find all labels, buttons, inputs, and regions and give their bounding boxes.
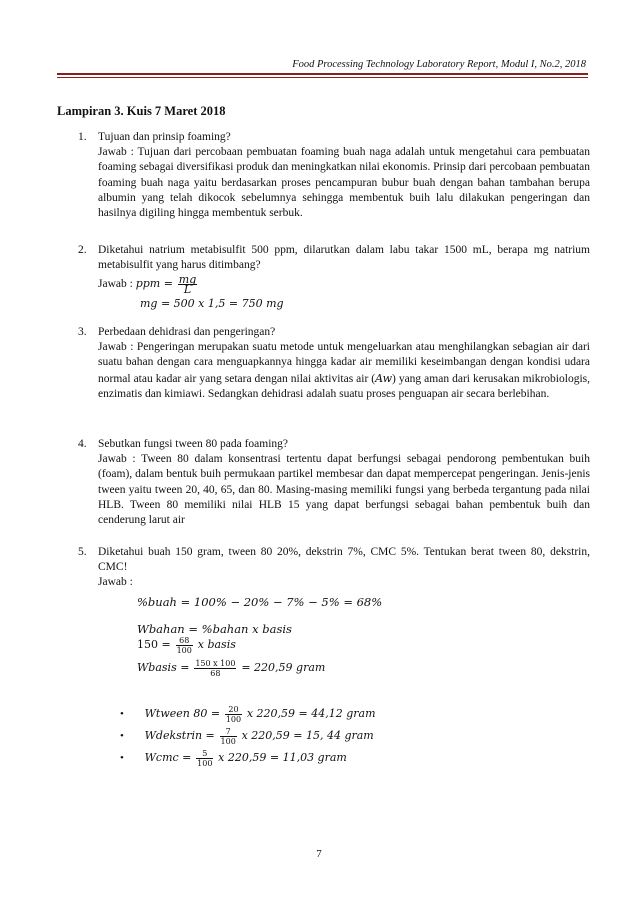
equation-lhs: Wdekstrin = (144, 729, 215, 743)
page-number: 7 (316, 848, 322, 860)
equation-wbahan: Wbahan = %bahan x basis (137, 622, 292, 636)
equation-lhs: ppm = (135, 277, 173, 291)
answer-label: Jawab : (98, 576, 133, 589)
equation-150 (137, 636, 236, 655)
question-number: 2. (78, 244, 87, 256)
equation-rhs: x 220,59 = 11,03 gram (218, 751, 347, 765)
aw-symbol: Aw (375, 371, 392, 385)
question-text: Sebutkan fungsi tween 80 pada foaming? (98, 438, 289, 450)
answer-label: Jawab : (98, 278, 133, 291)
fraction (194, 659, 236, 678)
question-3 (78, 325, 590, 402)
equation-rhs: x 220,59 = 15, 44 gram (241, 729, 374, 743)
numerator: 20 (225, 705, 242, 715)
answer-text: Jawab : Tween 80 dalam konsentrasi tertentu dapat berfungsi sebagai pendorong pembentukan buih (foam), dalam bentuk buih permukaan partikel membesar dan dapat mempercepat pengeringan. Jenis-jenis tween yaitu tween 20, 40, 65, dan 80. Masing-masing memiliki fungsi yang berbeda tergantung pada nilai HLB. Tween 80 memiliki nilai HLB 15 yang dapat berfungsi sebagai bahan pembentuk buih dan cenderung larut air (98, 453, 590, 527)
bullet-item-tween (120, 705, 376, 724)
equation-buah: %buah = 100% − 20% − 7% − 5% = 68% (137, 595, 383, 609)
header-rule-thick (57, 73, 588, 75)
equation-lhs: Wbasis = (137, 661, 190, 675)
denominator: 68 (210, 669, 221, 678)
denominator: 100 (225, 715, 242, 724)
fraction (225, 705, 242, 724)
question-2 (78, 243, 590, 312)
fraction (196, 749, 213, 768)
bullet-icon: • (120, 708, 124, 721)
bullet-item-cmc (120, 749, 347, 768)
question-number: 1. (78, 131, 87, 143)
numerator: 68 (176, 636, 193, 646)
fraction (220, 727, 237, 746)
equation-lhs: Wcmc = (144, 751, 192, 765)
question-4 (78, 437, 590, 528)
denominator: 100 (197, 759, 213, 768)
answer-equation-1 (98, 273, 590, 297)
answer-text (98, 340, 590, 402)
header-rule-thin (57, 77, 588, 78)
section-title: Lampiran 3. Kuis 7 Maret 2018 (57, 104, 226, 118)
bullet-icon: • (120, 730, 124, 743)
question-number: 5. (78, 546, 87, 558)
question-text: Tujuan dan prinsip foaming? (98, 131, 231, 143)
answer-part-a: Jawab : Pengeringan merupakan suatu metode untuk mengeluarkan atau menghilangkan sebagian air dari suatu bahan dengan cara menguapkannya hingga kadar air memiliki keseimbangan dengan kondisi udara normal atau kadar air yang setara dengan nilai aktivitas air ( (98, 341, 590, 385)
numerator: 7 (220, 727, 237, 737)
bullet-icon: • (120, 752, 124, 765)
denominator: 100 (176, 646, 192, 655)
equation-lhs: Wtween 80 = (144, 707, 221, 721)
equation-wbasis (137, 659, 325, 678)
equation-rhs: x 220,59 = 44,12 gram (246, 707, 376, 721)
answer-equation-2: mg = 500 x 1,5 = 750 mg (140, 297, 284, 311)
denominator: 100 (220, 737, 236, 746)
fraction (176, 636, 193, 655)
question-number: 4. (78, 438, 87, 450)
question-text: Diketahui natrium metabisulfit 500 ppm, dilarutkan dalam labu takar 1500 mL, berapa mg natrium metabisulfit yang harus ditimbang? (98, 244, 590, 272)
denominator: L (183, 283, 192, 297)
equation-rhs: = 220,59 gram (241, 661, 326, 675)
question-5 (78, 545, 590, 591)
equation-lhs: 150 = (137, 638, 171, 652)
answer-part-b: ) yang aman dari kerusakan mikrobiologis, enzimatis dan kimiawi. Sedangkan dehidrasi adalah suatu proses penguapan air secara berlebihan. (98, 372, 590, 400)
question-text: Diketahui buah 150 gram, tween 80 20%, dekstrin 7%, CMC 5%. Tentukan berat tween 80, dekstrin, CMC! (98, 546, 590, 574)
numerator: mg (178, 273, 197, 287)
answer-text: Jawab : Tujuan dari percobaan pembuatan foaming buah naga adalah untuk mengetahui cara pembuatan foaming sebagai diversifikasi produk dan meningkatkan nilai ekonomis. Prinsip dari percobaan pembuatan foaming buah naga yaitu berdasarkan proses pencampuran bubur buah dengan bahan tambahan berupa albumin yang telah dikocok sebelumnya sehingga membentuk buih lalu dilakukan pengeringan dan hasilnya digiling hingga membentuk serbuk. (98, 146, 590, 220)
bullet-item-dekstrin (120, 727, 374, 746)
numerator: 150 x 100 (195, 659, 236, 668)
fraction (178, 273, 197, 297)
question-text: Perbedaan dehidrasi dan pengeringan? (98, 326, 276, 338)
equation-rhs: x basis (197, 638, 236, 652)
running-header: Food Processing Technology Laboratory Report, Modul I, No.2, 2018 (292, 59, 586, 70)
numerator: 5 (196, 749, 213, 759)
question-1 (78, 130, 590, 221)
question-number: 3. (78, 326, 87, 338)
